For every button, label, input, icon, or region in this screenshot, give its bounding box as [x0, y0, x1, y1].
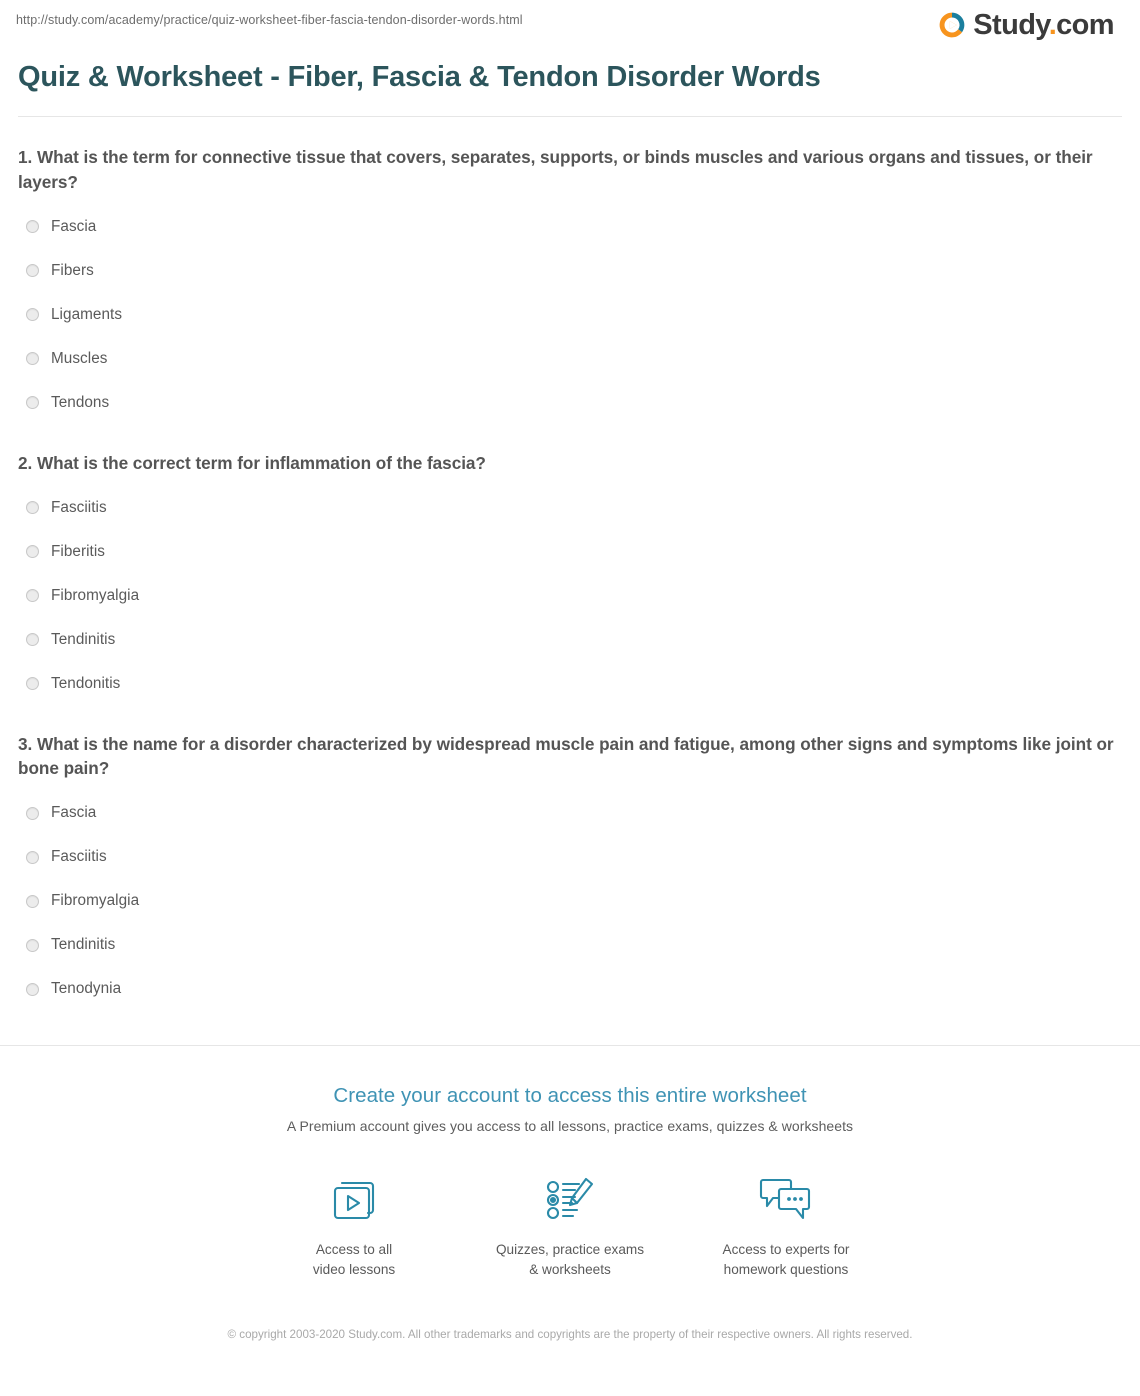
radio-button-icon[interactable]: [26, 264, 39, 277]
perk-label-line1: Access to all: [315, 1242, 393, 1258]
radio-button-icon[interactable]: [26, 220, 39, 233]
perk-item: [462, 1174, 678, 1279]
answer-option[interactable]: [18, 835, 1122, 879]
promo-perks: [0, 1174, 1140, 1279]
quiz-checklist-pencil-icon: [544, 1174, 596, 1226]
radio-button-icon[interactable]: [26, 396, 39, 409]
perk-item: [678, 1174, 894, 1279]
radio-button-icon[interactable]: [26, 895, 39, 908]
radio-button-icon[interactable]: [26, 983, 39, 996]
radio-button-icon[interactable]: [26, 677, 39, 690]
answer-option-label: Muscles: [51, 350, 108, 368]
perk-item: [246, 1174, 462, 1279]
answer-option-label: Tendonitis: [51, 674, 121, 692]
answer-option-label: Fiberitis: [51, 542, 105, 560]
answer-option[interactable]: [18, 791, 1122, 835]
question-block: [18, 117, 1122, 425]
question-block: [18, 425, 1122, 706]
answer-option[interactable]: [18, 249, 1122, 293]
answer-option-label: Fascia: [51, 218, 97, 236]
play-circle-icon: [937, 10, 967, 40]
study-com-logo[interactable]: [937, 10, 1124, 40]
page-url: http://study.com/academy/practice/quiz-worksheet-fiber-fascia-tendon-disorder-words.html: [16, 13, 523, 27]
answer-options: [18, 486, 1122, 706]
radio-button-icon[interactable]: [26, 501, 39, 514]
title-section: [0, 50, 1140, 96]
answer-option[interactable]: [18, 618, 1122, 662]
answer-option-label: Tenodynia: [51, 980, 122, 998]
answer-option-label: Fibromyalgia: [51, 892, 140, 910]
logo-word-com: com: [1056, 8, 1114, 41]
chat-bubbles-icon: [759, 1174, 813, 1226]
radio-button-icon[interactable]: [26, 308, 39, 321]
answer-option[interactable]: [18, 967, 1122, 1011]
answer-option[interactable]: [18, 337, 1122, 381]
page-header: [0, 0, 1140, 50]
perk-label-line2: homework questions: [723, 1261, 849, 1277]
logo-wordmark: [973, 8, 1114, 41]
perk-label-line2: video lessons: [312, 1261, 396, 1277]
answer-option[interactable]: [18, 486, 1122, 530]
answer-option[interactable]: [18, 293, 1122, 337]
answer-option-label: Fibers: [51, 262, 94, 280]
question-block: [18, 706, 1122, 1012]
radio-button-icon[interactable]: [26, 589, 39, 602]
logo-word-study: Study: [973, 8, 1049, 41]
answer-option[interactable]: [18, 530, 1122, 574]
answer-option[interactable]: [18, 923, 1122, 967]
copyright-text: © copyright 2003-2020 Study.com. All other trademarks and copyrights are the property of their respective owners. All rights reserved.: [227, 1327, 913, 1341]
promo-subheading: A Premium account gives you access to all lessons, practice exams, quizzes & worksheets: [286, 1118, 854, 1135]
perk-label-line1: Access to experts for: [722, 1242, 850, 1258]
answer-option-label: Ligaments: [51, 306, 123, 324]
answer-option-label: Fasciitis: [51, 498, 107, 516]
answer-option[interactable]: [18, 662, 1122, 706]
radio-button-icon[interactable]: [26, 851, 39, 864]
answer-option[interactable]: [18, 879, 1122, 923]
radio-button-icon[interactable]: [26, 352, 39, 365]
perk-label: [496, 1240, 644, 1279]
radio-button-icon[interactable]: [26, 633, 39, 646]
answer-option[interactable]: [18, 205, 1122, 249]
perk-label: [313, 1240, 395, 1279]
question-text: 2. What is the correct term for inflammation of the fascia?: [18, 452, 486, 473]
page-title: Quiz & Worksheet - Fiber, Fascia & Tendon Disorder Words: [18, 61, 821, 93]
answer-option[interactable]: [18, 381, 1122, 425]
answer-option-label: Fasciitis: [51, 848, 107, 866]
video-lessons-icon: [329, 1174, 379, 1226]
perk-label-line1: Quizzes, practice exams: [495, 1242, 645, 1258]
question-text: 1. What is the term for connective tissue that covers, separates, supports, or binds muscles and various organs and tissues, or their layers?: [18, 147, 1093, 193]
perk-label-line2: & worksheets: [529, 1261, 611, 1277]
answer-options: [18, 791, 1122, 1011]
promo-heading[interactable]: Create your account to access this entire worksheet: [333, 1084, 807, 1108]
answer-options: [18, 205, 1122, 425]
answer-option-label: Tendons: [51, 394, 110, 412]
answer-option-label: Fascia: [51, 804, 97, 822]
radio-button-icon[interactable]: [26, 807, 39, 820]
question-text: 3. What is the name for a disorder characterized by widespread muscle pain and fatigue, among other signs and symptoms like joint or bone pain?: [18, 733, 1114, 779]
logo-dot: .: [1048, 8, 1057, 41]
radio-button-icon[interactable]: [26, 939, 39, 952]
radio-button-icon[interactable]: [26, 545, 39, 558]
answer-option-label: Fibromyalgia: [51, 586, 140, 604]
answer-option[interactable]: [18, 574, 1122, 618]
premium-promo-section: [0, 1045, 1140, 1343]
answer-option-label: Tendinitis: [51, 936, 116, 954]
questions-list: [0, 117, 1140, 1011]
perk-label: [723, 1240, 850, 1279]
answer-option-label: Tendinitis: [51, 630, 116, 648]
